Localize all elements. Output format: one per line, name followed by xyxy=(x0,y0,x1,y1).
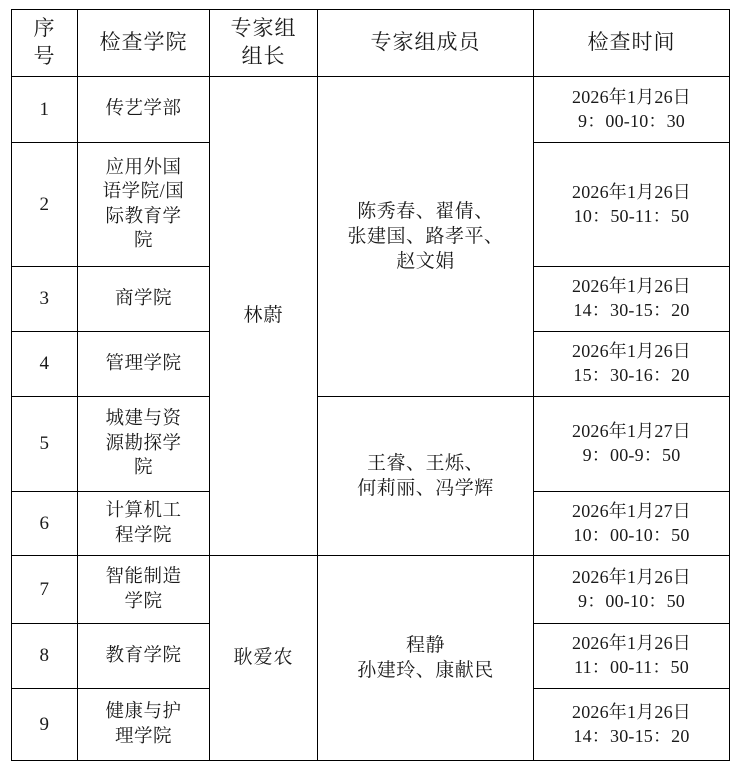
college-name-line: 程学院 xyxy=(114,525,172,546)
table-body xyxy=(12,77,730,761)
college-name-line: 理学院 xyxy=(114,726,172,747)
college-name xyxy=(78,143,210,267)
college-name-line: 计算机工 xyxy=(105,501,182,522)
table-row xyxy=(12,77,730,143)
inspection-schedule-table xyxy=(11,9,730,761)
member-line: 孙建玲、康献民 xyxy=(357,660,494,681)
inspection-date: 2026年1月26日 xyxy=(572,181,691,202)
college-name-line: 健康与护 xyxy=(105,702,182,723)
table-row xyxy=(12,556,730,624)
expert-group-leader: 林蔚 xyxy=(210,77,318,556)
inspection-hours: 10：00-10：50 xyxy=(573,524,690,545)
column-header-time: 检查时间 xyxy=(534,10,730,77)
inspection-hours: 11：00-11：50 xyxy=(574,657,689,677)
member-line: 陈秀春、翟倩、 xyxy=(357,200,494,222)
row-index: 2 xyxy=(12,143,78,267)
inspection-time xyxy=(534,492,730,556)
expert-group-members xyxy=(318,397,534,556)
row-index: 4 xyxy=(12,332,78,397)
member-line: 程静 xyxy=(405,634,445,656)
inspection-schedule-table-wrapper xyxy=(11,9,729,761)
member-line: 何莉丽、冯学辉 xyxy=(357,478,494,499)
member-line: 王睿、王烁、 xyxy=(366,452,484,474)
college-name-line: 城建与资 xyxy=(105,409,182,430)
inspection-time xyxy=(534,556,730,624)
table-header xyxy=(12,10,730,77)
expert-group-leader: 耿爱农 xyxy=(210,556,318,761)
inspection-hours: 9：00-9：50 xyxy=(582,445,681,465)
college-name xyxy=(78,397,210,492)
row-index: 7 xyxy=(12,556,78,624)
college-name-line: 院 xyxy=(133,458,153,479)
inspection-date: 2026年1月26日 xyxy=(572,276,691,297)
member-line: 赵文娟 xyxy=(396,251,455,273)
inspection-date: 2026年1月26日 xyxy=(572,701,691,722)
column-header-index-line1: 序 xyxy=(33,16,56,41)
college-name: 传艺学部 xyxy=(78,77,210,143)
column-header-college: 检查学院 xyxy=(78,10,210,77)
column-header-index-line2: 号 xyxy=(33,44,56,68)
row-index: 9 xyxy=(12,689,78,761)
column-header-index xyxy=(12,10,78,77)
member-line: 张建国、路孝平、 xyxy=(347,225,504,247)
inspection-time xyxy=(534,267,730,332)
column-header-members: 专家组成员 xyxy=(318,10,534,77)
row-index: 8 xyxy=(12,624,78,689)
college-name: 商学院 xyxy=(78,267,210,332)
column-header-leader-line1: 专家组 xyxy=(230,16,297,41)
college-name-line: 学院 xyxy=(124,591,163,612)
inspection-date: 2026年1月26日 xyxy=(572,86,691,107)
inspection-time xyxy=(534,624,730,689)
row-index: 5 xyxy=(12,397,78,492)
college-name: 管理学院 xyxy=(78,332,210,397)
inspection-date: 2026年1月26日 xyxy=(572,566,691,587)
college-name-line: 院 xyxy=(133,230,153,251)
inspection-hours: 14：30-15：20 xyxy=(573,725,690,746)
inspection-hours: 14：30-15：20 xyxy=(573,300,690,320)
college-name-line: 源勘探学 xyxy=(105,433,182,454)
inspection-time xyxy=(534,332,730,397)
college-name: 教育学院 xyxy=(78,624,210,689)
inspection-hours: 10：50-11：50 xyxy=(573,205,690,226)
college-name-line: 智能制造 xyxy=(105,567,182,588)
inspection-time xyxy=(534,77,730,143)
college-name xyxy=(78,492,210,556)
college-name xyxy=(78,556,210,624)
college-name xyxy=(78,689,210,761)
table-header-row xyxy=(12,10,730,77)
inspection-time xyxy=(534,143,730,267)
college-name-line: 际教育学 xyxy=(105,206,182,227)
inspection-date: 2026年1月26日 xyxy=(572,633,691,654)
table-row xyxy=(12,397,730,492)
expert-group-members xyxy=(318,77,534,397)
column-header-leader xyxy=(210,10,318,77)
inspection-time xyxy=(534,397,730,492)
inspection-time xyxy=(534,689,730,761)
inspection-hours: 9：00-10：50 xyxy=(578,590,685,611)
row-index: 3 xyxy=(12,267,78,332)
column-header-leader-line2: 组长 xyxy=(241,44,286,68)
row-index: 6 xyxy=(12,492,78,556)
inspection-date: 2026年1月27日 xyxy=(572,421,691,442)
inspection-hours: 15：30-16：20 xyxy=(573,365,690,385)
inspection-hours: 9：00-10：30 xyxy=(578,110,685,131)
college-name-line: 应用外国 xyxy=(105,157,182,178)
inspection-date: 2026年1月26日 xyxy=(572,341,691,362)
row-index: 1 xyxy=(12,77,78,143)
inspection-date: 2026年1月27日 xyxy=(572,500,691,521)
college-name-line: 语学院/国 xyxy=(102,182,185,203)
expert-group-members xyxy=(318,556,534,761)
